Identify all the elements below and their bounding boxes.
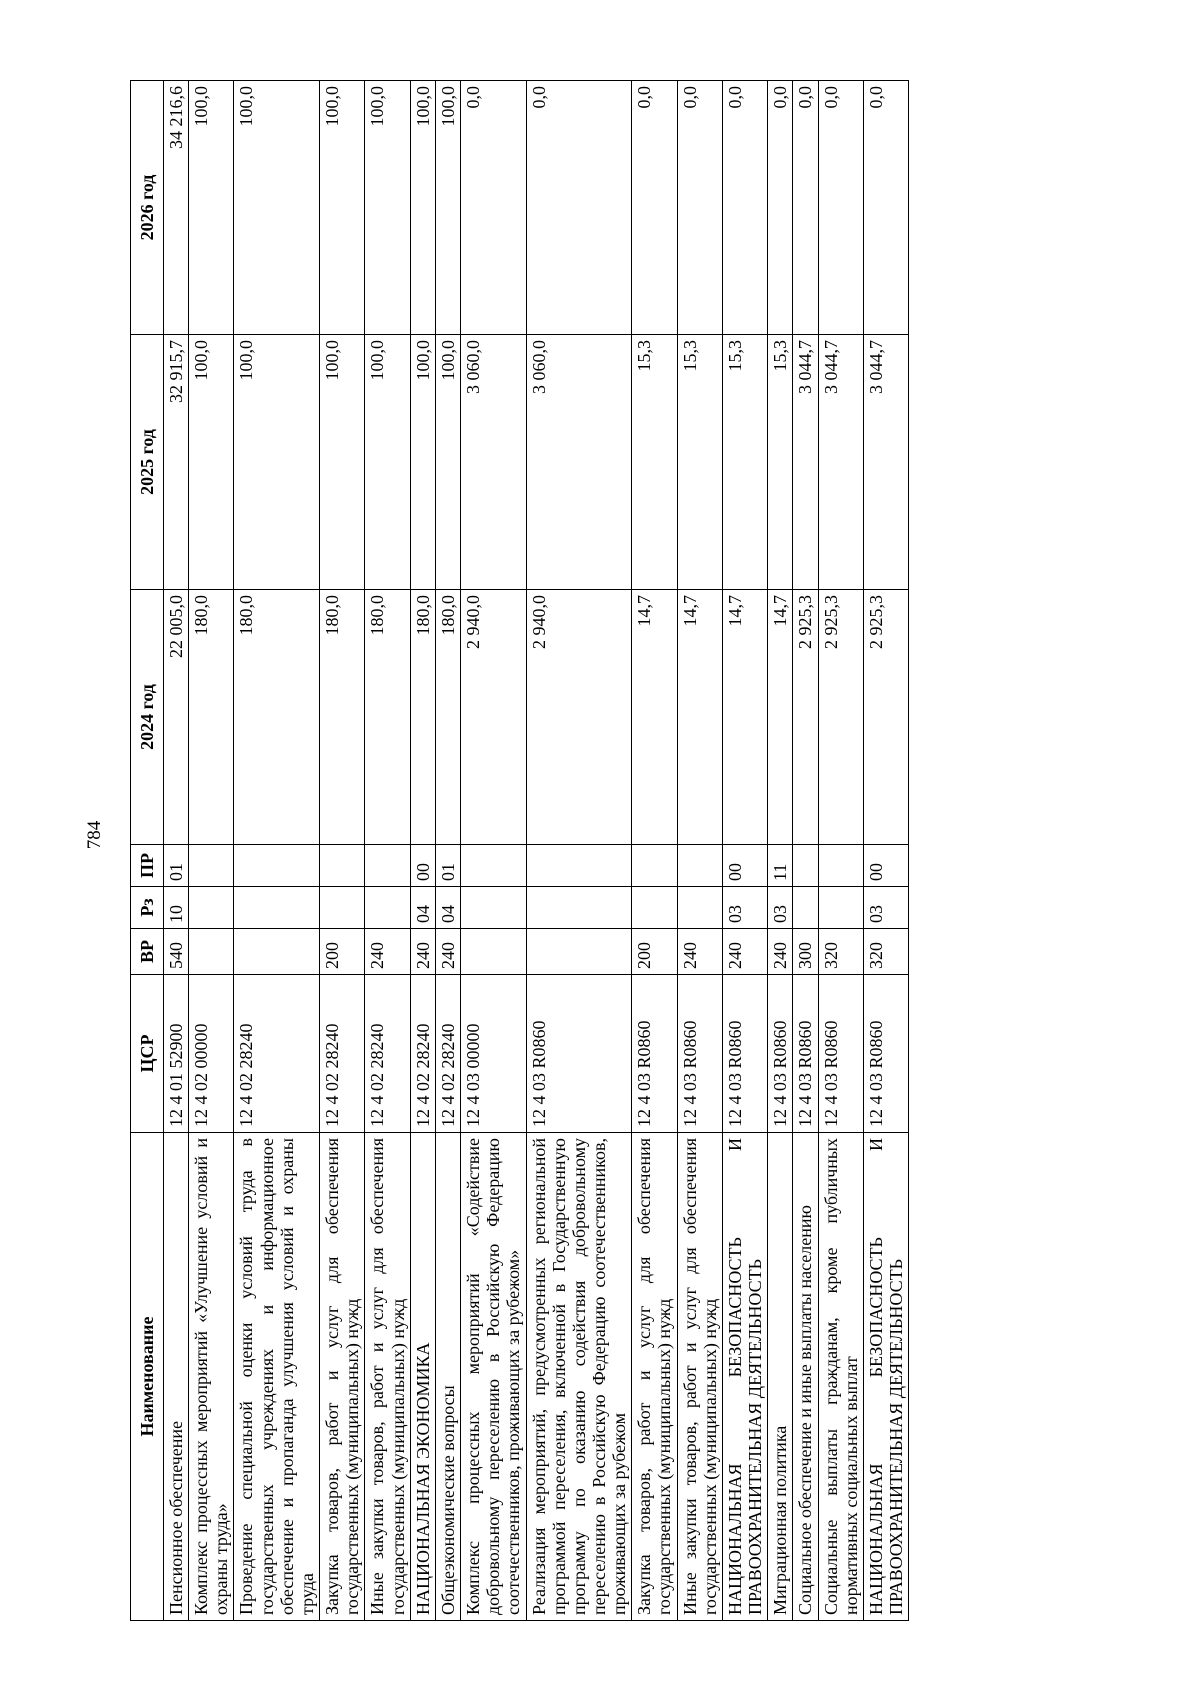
cell-rz <box>632 887 677 929</box>
table-row <box>365 81 410 1621</box>
cell-2025: 100,0 <box>189 335 234 590</box>
header-rz: Рз <box>131 887 164 929</box>
cell-vr: 540 <box>164 929 189 975</box>
cell-2024: 2 940,0 <box>461 590 526 845</box>
cell-2025: 3 044,7 <box>863 335 908 590</box>
cell-2026: 100,0 <box>234 81 320 335</box>
cell-name: Социальные выплаты гражданам, кроме публичных нормативных социальных выплат <box>818 1133 863 1621</box>
cell-2026: 0,0 <box>793 81 818 335</box>
cell-pr <box>320 845 365 887</box>
cell-csr: 12 4 03 R0860 <box>818 975 863 1133</box>
cell-2024: 180,0 <box>435 590 460 845</box>
table-row <box>189 81 234 1621</box>
cell-2024: 14,7 <box>768 590 793 845</box>
cell-name: Иные закупки товаров, работ и услуг для обеспечения государственных (муниципальных) нужд <box>677 1133 722 1621</box>
cell-2026: 100,0 <box>365 81 410 335</box>
cell-2024: 2 925,3 <box>863 590 908 845</box>
cell-pr <box>234 845 320 887</box>
cell-name: Проведение специальной оценки условий труда в государственных учреждениях и информационное обеспечение и пропаганда улучшения условий и охраны труда <box>234 1133 320 1621</box>
cell-name: Иные закупки товаров, работ и услуг для обеспечения государственных (муниципальных) нужд <box>365 1133 410 1621</box>
cell-csr: 12 4 02 28240 <box>410 975 435 1133</box>
cell-2025: 100,0 <box>410 335 435 590</box>
cell-2026: 0,0 <box>526 81 632 335</box>
cell-2025: 15,3 <box>632 335 677 590</box>
cell-2025: 3 044,7 <box>793 335 818 590</box>
cell-csr: 12 4 03 R0860 <box>863 975 908 1133</box>
cell-pr <box>818 845 863 887</box>
cell-rz <box>677 887 722 929</box>
header-2024: 2024 год <box>131 590 164 845</box>
header-name: Наименование <box>131 1133 164 1621</box>
cell-rz: 10 <box>164 887 189 929</box>
budget-table <box>130 80 909 1621</box>
cell-2026: 100,0 <box>320 81 365 335</box>
cell-pr <box>461 845 526 887</box>
header-2026: 2026 год <box>131 81 164 335</box>
cell-2024: 180,0 <box>410 590 435 845</box>
cell-2024: 2 940,0 <box>526 590 632 845</box>
cell-2025: 15,3 <box>768 335 793 590</box>
cell-2025: 3 044,7 <box>818 335 863 590</box>
cell-name: Закупка товаров, работ и услуг для обеспечения государственных (муниципальных) нужд <box>320 1133 365 1621</box>
cell-name: НАЦИОНАЛЬНАЯ БЕЗОПАСНОСТЬ И ПРАВООХРАНИТЕЛЬНАЯ ДЕЯТЕЛЬНОСТЬ <box>722 1133 767 1621</box>
table-row <box>677 81 722 1621</box>
cell-csr: 12 4 02 28240 <box>435 975 460 1133</box>
table-row <box>410 81 435 1621</box>
cell-pr <box>793 845 818 887</box>
table-header-row <box>131 81 164 1621</box>
cell-pr <box>365 845 410 887</box>
cell-2026: 100,0 <box>435 81 460 335</box>
cell-2024: 14,7 <box>632 590 677 845</box>
cell-2025: 15,3 <box>722 335 767 590</box>
cell-2024: 180,0 <box>365 590 410 845</box>
cell-rz: 03 <box>863 887 908 929</box>
cell-2026: 0,0 <box>461 81 526 335</box>
cell-2024: 180,0 <box>320 590 365 845</box>
table-row <box>234 81 320 1621</box>
cell-vr: 320 <box>863 929 908 975</box>
cell-2026: 34 216,6 <box>164 81 189 335</box>
cell-csr: 12 4 02 28240 <box>234 975 320 1133</box>
header-vr: ВР <box>131 929 164 975</box>
cell-vr: 240 <box>410 929 435 975</box>
table-row <box>526 81 632 1621</box>
cell-vr: 240 <box>365 929 410 975</box>
cell-csr: 12 4 03 R0860 <box>677 975 722 1133</box>
cell-2025: 100,0 <box>435 335 460 590</box>
cell-csr: 12 4 02 00000 <box>189 975 234 1133</box>
cell-rz <box>793 887 818 929</box>
cell-2025: 3 060,0 <box>526 335 632 590</box>
cell-name: НАЦИОНАЛЬНАЯ БЕЗОПАСНОСТЬ И ПРАВООХРАНИТЕЛЬНАЯ ДЕЯТЕЛЬНОСТЬ <box>863 1133 908 1621</box>
cell-2025: 32 915,7 <box>164 335 189 590</box>
cell-csr: 12 4 03 R0860 <box>793 975 818 1133</box>
cell-2024: 14,7 <box>722 590 767 845</box>
cell-2026: 0,0 <box>722 81 767 335</box>
cell-2025: 100,0 <box>234 335 320 590</box>
cell-vr: 200 <box>632 929 677 975</box>
cell-2026: 100,0 <box>189 81 234 335</box>
cell-vr <box>461 929 526 975</box>
header-pr: ПР <box>131 845 164 887</box>
table-row <box>435 81 460 1621</box>
cell-2026: 0,0 <box>863 81 908 335</box>
cell-vr: 240 <box>435 929 460 975</box>
cell-2026: 0,0 <box>677 81 722 335</box>
cell-pr: 11 <box>768 845 793 887</box>
header-csr: ЦСР <box>131 975 164 1133</box>
cell-pr <box>677 845 722 887</box>
cell-name: Комплекс процессных мероприятий «Улучшение условий и охраны труда» <box>189 1133 234 1621</box>
cell-vr <box>189 929 234 975</box>
table-row <box>164 81 189 1621</box>
cell-vr <box>234 929 320 975</box>
cell-csr: 12 4 03 R0860 <box>722 975 767 1133</box>
cell-csr: 12 4 03 R0860 <box>632 975 677 1133</box>
cell-2026: 0,0 <box>768 81 793 335</box>
cell-2024: 180,0 <box>189 590 234 845</box>
cell-2024: 180,0 <box>234 590 320 845</box>
cell-rz <box>365 887 410 929</box>
cell-2025: 15,3 <box>677 335 722 590</box>
cell-pr: 01 <box>164 845 189 887</box>
cell-pr: 00 <box>863 845 908 887</box>
table-row <box>818 81 863 1621</box>
cell-rz <box>526 887 632 929</box>
cell-2026: 0,0 <box>632 81 677 335</box>
table-row <box>632 81 677 1621</box>
cell-name: Реализация мероприятий, предусмотренных региональной программой переселения, включенной в Государственную программу по оказанию содействия добровольному переселению в Российскую Федерацию соотечественников, проживающих за рубежом <box>526 1133 632 1621</box>
cell-csr: 12 4 03 R0860 <box>768 975 793 1133</box>
cell-pr: 00 <box>722 845 767 887</box>
cell-vr: 240 <box>722 929 767 975</box>
table-body <box>164 81 909 1621</box>
cell-name: НАЦИОНАЛЬНАЯ ЭКОНОМИКА <box>410 1133 435 1621</box>
table-row <box>793 81 818 1621</box>
cell-csr: 12 4 02 28240 <box>320 975 365 1133</box>
cell-vr: 240 <box>677 929 722 975</box>
cell-pr <box>632 845 677 887</box>
cell-2024: 2 925,3 <box>793 590 818 845</box>
cell-vr <box>526 929 632 975</box>
cell-rz: 03 <box>722 887 767 929</box>
cell-2025: 3 060,0 <box>461 335 526 590</box>
cell-rz: 04 <box>410 887 435 929</box>
cell-vr: 200 <box>320 929 365 975</box>
cell-pr: 01 <box>435 845 460 887</box>
cell-name: Пенсионное обеспечение <box>164 1133 189 1621</box>
cell-2026: 100,0 <box>410 81 435 335</box>
cell-name: Комплекс процессных мероприятий «Содействие добровольному переселению в Российскую Федерацию соотечественников, проживающих за рубежом» <box>461 1133 526 1621</box>
table-row <box>863 81 908 1621</box>
cell-csr: 12 4 02 28240 <box>365 975 410 1133</box>
table-row <box>768 81 793 1621</box>
cell-2024: 2 925,3 <box>818 590 863 845</box>
cell-2025: 100,0 <box>320 335 365 590</box>
cell-rz: 04 <box>435 887 460 929</box>
cell-name: Закупка товаров, работ и услуг для обеспечения государственных (муниципальных) нужд <box>632 1133 677 1621</box>
cell-2024: 22 005,0 <box>164 590 189 845</box>
table-row <box>722 81 767 1621</box>
cell-2025: 100,0 <box>365 335 410 590</box>
header-2025: 2025 год <box>131 335 164 590</box>
cell-csr: 12 4 03 00000 <box>461 975 526 1133</box>
cell-csr: 12 4 01 52900 <box>164 975 189 1133</box>
cell-name: Миграционная политика <box>768 1133 793 1621</box>
cell-rz <box>818 887 863 929</box>
cell-rz <box>234 887 320 929</box>
cell-pr <box>526 845 632 887</box>
table-row <box>320 81 365 1621</box>
cell-name: Социальное обеспечение и иные выплаты населению <box>793 1133 818 1621</box>
cell-pr <box>189 845 234 887</box>
cell-rz <box>320 887 365 929</box>
cell-vr: 240 <box>768 929 793 975</box>
table-row <box>461 81 526 1621</box>
cell-2024: 14,7 <box>677 590 722 845</box>
budget-table-sheet <box>130 81 1030 1621</box>
cell-rz: 03 <box>768 887 793 929</box>
cell-rz <box>189 887 234 929</box>
cell-rz <box>461 887 526 929</box>
cell-vr: 320 <box>818 929 863 975</box>
page-number: 784 <box>84 820 105 850</box>
cell-name: Общеэкономические вопросы <box>435 1133 460 1621</box>
cell-pr: 00 <box>410 845 435 887</box>
cell-csr: 12 4 03 R0860 <box>526 975 632 1133</box>
cell-vr: 300 <box>793 929 818 975</box>
cell-2026: 0,0 <box>818 81 863 335</box>
